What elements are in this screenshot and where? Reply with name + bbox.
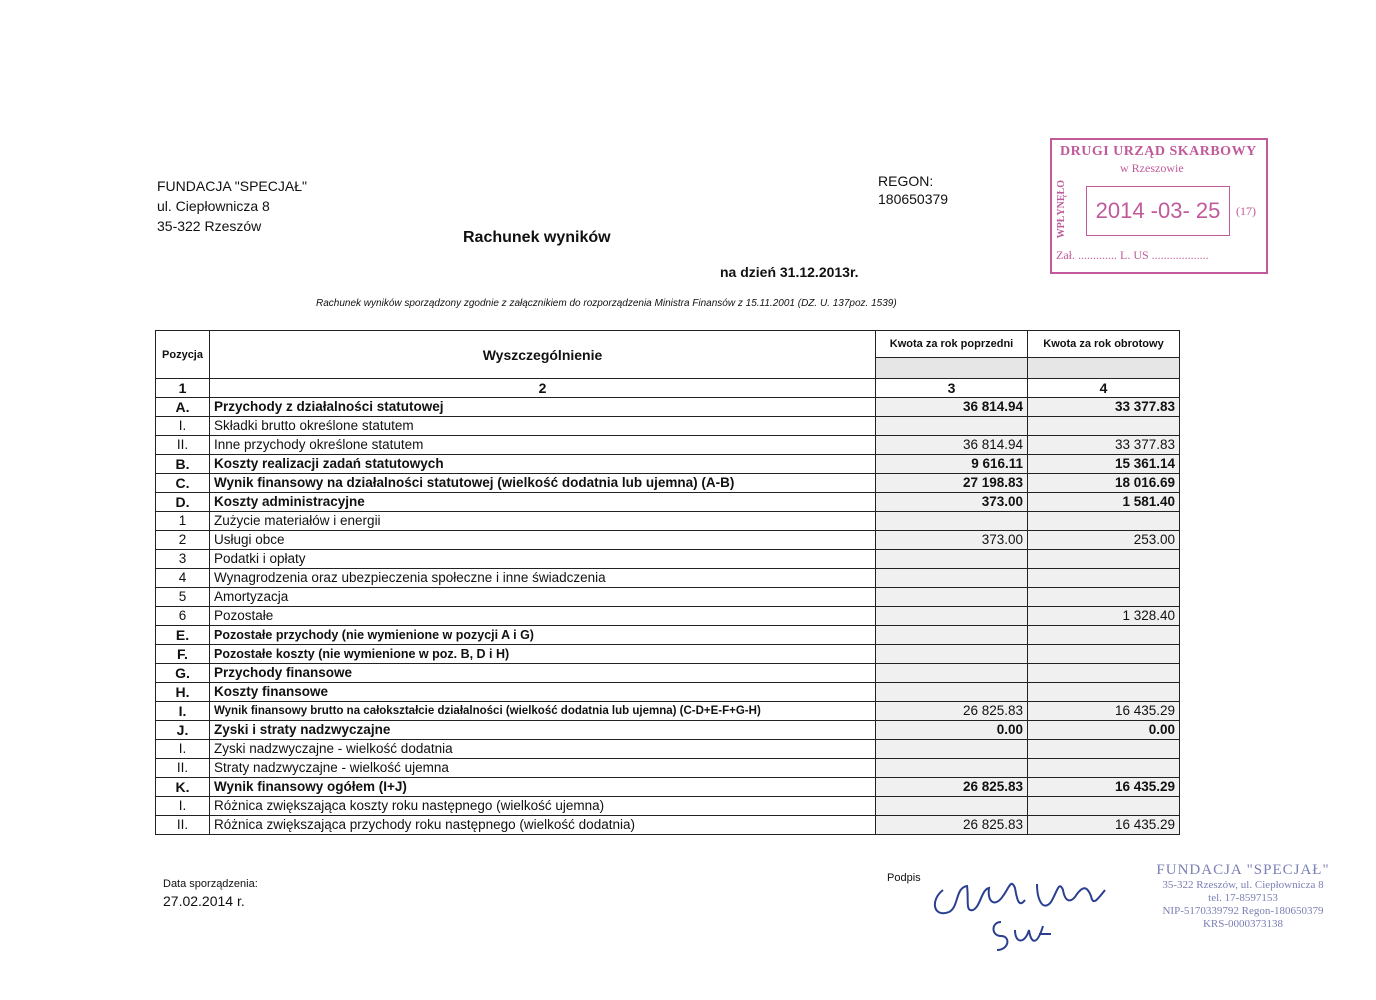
header-position: Pozycja xyxy=(156,331,210,379)
row-position: G. xyxy=(156,664,210,683)
column-index: 4 xyxy=(1028,379,1180,398)
row-current-amount: 16 435.29 xyxy=(1028,778,1180,797)
row-current-amount xyxy=(1028,664,1180,683)
table-row xyxy=(156,569,1180,588)
column-index-row xyxy=(156,379,1180,398)
column-index: 2 xyxy=(210,379,876,398)
row-previous-amount xyxy=(876,550,1028,569)
row-position: 1 xyxy=(156,512,210,531)
row-position: J. xyxy=(156,721,210,740)
org-city: 35-322 Rzeszów xyxy=(157,218,262,234)
row-previous-amount xyxy=(876,588,1028,607)
row-previous-amount: 26 825.83 xyxy=(876,702,1028,721)
row-label: Pozostałe przychody (nie wymienione w pozycji A i G) xyxy=(210,626,876,645)
row-previous-amount xyxy=(876,512,1028,531)
stamp-title: DRUGI URZĄD SKARBOWY xyxy=(1060,144,1257,159)
header-previous-year: Kwota za rok poprzedni xyxy=(876,331,1028,358)
table-row xyxy=(156,550,1180,569)
row-previous-amount xyxy=(876,664,1028,683)
row-current-amount xyxy=(1028,512,1180,531)
row-current-amount xyxy=(1028,550,1180,569)
row-label: Amortyzacja xyxy=(210,588,876,607)
header-blank-cell xyxy=(876,358,1028,379)
table-header-row xyxy=(156,331,1180,358)
header-current-year: Kwota za rok obrotowy xyxy=(1028,331,1180,358)
row-position: 2 xyxy=(156,531,210,550)
regulation-note: Rachunek wyników sporządzony zgodnie z załącznikiem do rozporządzenia Ministra Finansów z 15.11.2001 (DZ. U. 137poz. 1539) xyxy=(316,298,897,309)
row-position: 4 xyxy=(156,569,210,588)
row-current-amount: 1 581.40 xyxy=(1028,493,1180,512)
as-of-date: na dzień 31.12.2013r. xyxy=(720,264,859,280)
stamp-received: WPŁYNĘŁO xyxy=(1056,180,1067,239)
tax-office-stamp xyxy=(1050,138,1268,274)
table-row xyxy=(156,398,1180,417)
row-position: I. xyxy=(156,797,210,816)
row-position: C. xyxy=(156,474,210,493)
row-label: Różnica zwiększająca koszty roku następnego (wielkość ujemna) xyxy=(210,797,876,816)
row-position: K. xyxy=(156,778,210,797)
row-current-amount xyxy=(1028,797,1180,816)
row-position: 6 xyxy=(156,607,210,626)
row-previous-amount: 373.00 xyxy=(876,493,1028,512)
table-row xyxy=(156,740,1180,759)
income-statement-table xyxy=(155,330,1180,835)
row-previous-amount: 36 814.94 xyxy=(876,398,1028,417)
table-row xyxy=(156,797,1180,816)
row-label: Składki brutto określone statutem xyxy=(210,417,876,436)
table-row xyxy=(156,626,1180,645)
row-label: Koszty finansowe xyxy=(210,683,876,702)
row-previous-amount xyxy=(876,626,1028,645)
table-row xyxy=(156,645,1180,664)
row-position: H. xyxy=(156,683,210,702)
table-row xyxy=(156,759,1180,778)
table-row xyxy=(156,455,1180,474)
header-blank-cell xyxy=(1028,358,1180,379)
row-label: Zyski nadzwyczajne - wielkość dodatnia xyxy=(210,740,876,759)
row-previous-amount xyxy=(876,569,1028,588)
row-current-amount xyxy=(1028,569,1180,588)
row-label: Przychody finansowe xyxy=(210,664,876,683)
foundation-stamp-name: FUNDACJA "SPECJAŁ" xyxy=(1156,862,1330,878)
row-previous-amount: 9 616.11 xyxy=(876,455,1028,474)
row-current-amount xyxy=(1028,759,1180,778)
row-previous-amount xyxy=(876,740,1028,759)
foundation-stamp xyxy=(1118,862,1368,931)
row-current-amount xyxy=(1028,626,1180,645)
row-position: I. xyxy=(156,740,210,759)
row-position: II. xyxy=(156,759,210,778)
row-label: Różnica zwiększająca przychody roku następnego (wielkość dodatnia) xyxy=(210,816,876,835)
org-street: ul. Ciepłownicza 8 xyxy=(157,198,270,214)
row-position: II. xyxy=(156,436,210,455)
row-position: E. xyxy=(156,626,210,645)
row-current-amount: 16 435.29 xyxy=(1028,816,1180,835)
signature-label: Podpis xyxy=(887,872,921,884)
row-current-amount xyxy=(1028,740,1180,759)
prep-date-label: Data sporządzenia: xyxy=(163,878,258,890)
document-title: Rachunek wyników xyxy=(463,229,611,246)
row-previous-amount: 0.00 xyxy=(876,721,1028,740)
table-row xyxy=(156,588,1180,607)
row-previous-amount: 27 198.83 xyxy=(876,474,1028,493)
row-current-amount: 33 377.83 xyxy=(1028,436,1180,455)
row-label: Wynik finansowy na działalności statutowej (wielkość dodatnia lub ujemna) (A-B) xyxy=(210,474,876,493)
row-label: Zużycie materiałów i energii xyxy=(210,512,876,531)
row-previous-amount: 36 814.94 xyxy=(876,436,1028,455)
row-current-amount: 0.00 xyxy=(1028,721,1180,740)
row-previous-amount xyxy=(876,759,1028,778)
row-previous-amount: 26 825.83 xyxy=(876,816,1028,835)
table-row xyxy=(156,417,1180,436)
table-row xyxy=(156,512,1180,531)
table-row xyxy=(156,474,1180,493)
foundation-stamp-phone: tel. 17-8597153 xyxy=(1208,892,1278,904)
row-position: D. xyxy=(156,493,210,512)
table-row xyxy=(156,721,1180,740)
row-label: Usługi obce xyxy=(210,531,876,550)
prep-date-value: 27.02.2014 r. xyxy=(163,893,245,909)
row-position: B. xyxy=(156,455,210,474)
table-row xyxy=(156,493,1180,512)
row-position: A. xyxy=(156,398,210,417)
column-index: 3 xyxy=(876,379,1028,398)
handwritten-signature xyxy=(925,860,1125,960)
row-label: Wynik finansowy brutto na całokształcie działalności (wielkość dodatnia lub ujemna) (C-D+E-F+G-H) xyxy=(210,702,876,721)
stamp-date: 2014 -03- 25 xyxy=(1086,186,1230,236)
stamp-city: w Rzeszowie xyxy=(1120,161,1184,175)
row-label: Inne przychody określone statutem xyxy=(210,436,876,455)
row-previous-amount xyxy=(876,683,1028,702)
row-current-amount: 33 377.83 xyxy=(1028,398,1180,417)
row-previous-amount xyxy=(876,645,1028,664)
row-position: I. xyxy=(156,417,210,436)
table-row xyxy=(156,664,1180,683)
regon-block xyxy=(878,172,948,208)
regon-value: 180650379 xyxy=(878,191,949,207)
row-previous-amount: 26 825.83 xyxy=(876,778,1028,797)
row-label: Pozostałe koszty (nie wymienione w poz. B, D i H) xyxy=(210,645,876,664)
row-label: Wynagrodzenia oraz ubezpieczenia społeczne i inne świadczenia xyxy=(210,569,876,588)
foundation-stamp-ids: NIP-5170339792 Regon-180650379 xyxy=(1162,905,1324,917)
table-row xyxy=(156,702,1180,721)
row-previous-amount xyxy=(876,417,1028,436)
table-row xyxy=(156,531,1180,550)
table-row xyxy=(156,683,1180,702)
row-current-amount: 15 361.14 xyxy=(1028,455,1180,474)
organization-address xyxy=(157,176,307,236)
row-current-amount xyxy=(1028,417,1180,436)
row-position: II. xyxy=(156,816,210,835)
row-label: Pozostałe xyxy=(210,607,876,626)
row-label: Zyski i straty nadzwyczajne xyxy=(210,721,876,740)
row-current-amount: 18 016.69 xyxy=(1028,474,1180,493)
row-label: Koszty realizacji zadań statutowych xyxy=(210,455,876,474)
table-body xyxy=(156,398,1180,835)
row-current-amount xyxy=(1028,645,1180,664)
foundation-stamp-address: 35-322 Rzeszów, ul. Ciepłownicza 8 xyxy=(1162,879,1324,891)
row-position: 5 xyxy=(156,588,210,607)
row-label: Straty nadzwyczajne - wielkość ujemna xyxy=(210,759,876,778)
row-label: Wynik finansowy ogółem (I+J) xyxy=(210,778,876,797)
foundation-stamp-krs: KRS-0000373138 xyxy=(1202,918,1284,930)
table-row xyxy=(156,436,1180,455)
row-label: Przychody z działalności statutowej xyxy=(210,398,876,417)
row-position: F. xyxy=(156,645,210,664)
row-previous-amount xyxy=(876,797,1028,816)
column-index: 1 xyxy=(156,379,210,398)
row-previous-amount xyxy=(876,607,1028,626)
row-label: Koszty administracyjne xyxy=(210,493,876,512)
table-row xyxy=(156,816,1180,835)
stamp-footer: Zał. ............. L. US ................... xyxy=(1056,248,1209,262)
row-previous-amount: 373.00 xyxy=(876,531,1028,550)
row-current-amount: 1 328.40 xyxy=(1028,607,1180,626)
table-row xyxy=(156,607,1180,626)
table-row xyxy=(156,778,1180,797)
stamp-number: (17) xyxy=(1236,204,1256,218)
row-current-amount xyxy=(1028,683,1180,702)
header-description: Wyszczególnienie xyxy=(210,331,876,379)
row-current-amount: 253.00 xyxy=(1028,531,1180,550)
row-position: 3 xyxy=(156,550,210,569)
org-name: FUNDACJA "SPECJAŁ" xyxy=(157,178,307,194)
row-label: Podatki i opłaty xyxy=(210,550,876,569)
row-current-amount: 16 435.29 xyxy=(1028,702,1180,721)
row-current-amount xyxy=(1028,588,1180,607)
row-position: I. xyxy=(156,702,210,721)
regon-label: REGON: xyxy=(878,173,934,189)
